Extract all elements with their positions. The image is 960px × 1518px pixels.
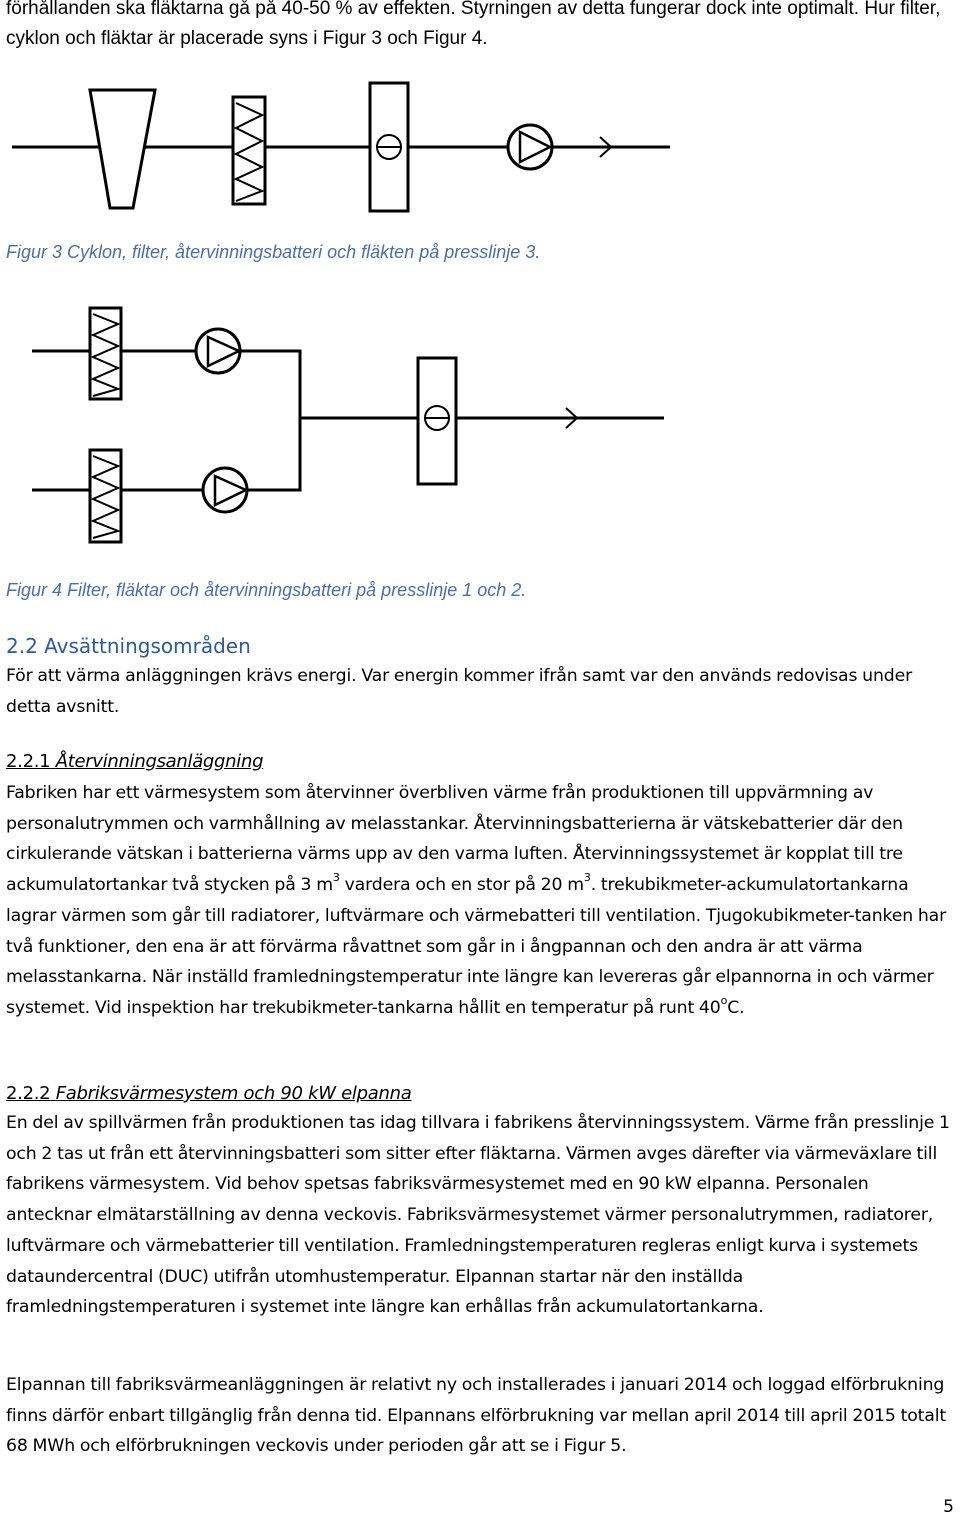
duct-line-upper [32, 351, 300, 418]
fan-symbol-lower [203, 468, 247, 512]
section-2-2-body: För att värma anläggningen krävs energi. Var energin kommer ifrån samt var den används redovisas under detta avsnitt. [6, 666, 913, 717]
filter-symbol-upper [90, 308, 121, 399]
page-number: 5 [943, 1497, 954, 1517]
body-text: . trekubikmeter-ackumulatortankarna lagrar värmen som går till radiatorer, luftvärmare och värmebatteri till ventilation. Tjugokubikmeter-tanken har två funktioner, den ena är att förvärma råvattnet som går in i ångpannan och den andra är att värma melasstankarna. När inställd framledningstemperatur inte längre kan levereras går elpannorna in och värmer systemet. Vid inspektion har trekubikmeter-tankarna hållit en temperatur på runt 40 [6, 875, 947, 1018]
body-text: Fabriken har ett värmesystem som återvinner överbliven värme från produktionen till uppvärmning av personalutrymmen och varmhållning av melasstankar. Återvinningsbatterierna är vätskebatterier där den cirkulerande vätskan i batterierna värms upp av den varma luften. Återvinningssystemet är kopplat till tre ackumulatortankar två stycken på 3 m [6, 783, 903, 896]
heat-recovery-coil-symbol [370, 83, 408, 211]
section-title: Fabriksvärmesystem och 90 kW elpanna [55, 1083, 412, 1104]
body-text: vardera och en stor på 20 m [339, 875, 584, 896]
superscript: 3 [332, 871, 340, 885]
filter-symbol [233, 97, 265, 204]
section-number: 2.2.1 [6, 751, 51, 772]
filter-symbol-lower [90, 450, 121, 542]
duct-line-lower [32, 418, 300, 490]
section-2-2-1-body [6, 778, 958, 1024]
section-2-2-1-heading [6, 751, 263, 772]
section-number: 2.2.2 [6, 1083, 51, 1104]
figure-4-caption: Figur 4 Filter, fläktar och återvinningsbatteri på presslinje 1 och 2. [6, 580, 527, 600]
section-title: Återvinningsanläggning [55, 751, 264, 772]
figure-4-diagram [0, 300, 680, 550]
section-2-2-2-body-2: Elpannan till fabriksvärmeanläggningen är relativt ny och installerades i januari 2014 och loggad elförbrukning finns därför enbart tillgänglig från denna tid. Elpannans elförbrukning var mellan april 2014 till april 2015 totalt 68 MWh och elförbrukningen veckovis under perioden går att se i Figur 5. [6, 1375, 946, 1457]
figure-3-diagram [0, 75, 680, 220]
figure-3-caption: Figur 3 Cyklon, filter, återvinningsbatteri och fläkten på presslinje 3. [6, 242, 541, 262]
intro-paragraph: förhållanden ska fläktarna gå på 40-50 % av effekten. Styrningen av detta fungerar dock inte optimalt. Hur filter, cyklon och fläktar är placerade syns i Figur 3 och Figur 4. [6, 0, 941, 49]
body-text: C. [727, 997, 745, 1018]
fan-symbol-upper [196, 329, 240, 373]
section-2-2-2-heading [6, 1083, 411, 1104]
section-2-2-2-body: En del av spillvärmen från produktionen tas idag tillvara i fabrikens återvinningssystem. Värme från presslinje 1 och 2 tas ut från ett återvinningsbatteri som sitter efter fläktarna. Värmen avges därefter via värmeväxlare till fabrikens värmesystem. Vid behov spetsas fabriksvärmesystemet med en 90 kW elpanna. Personalen antecknar elmätarställning av denna veckovis. Fabriksvärmesystemet värmer personalutrymmen, radiatorer, luftvärmare och värmebatterier till ventilation. Framledningstemperaturen regleras enligt kurva i systemets dataundercentral (DUC) utifrån utomhustemperatur. Elpannan startar när den inställda framledningstemperaturen i systemet inte längre kan erhållas från ackumulatortankarna. [6, 1113, 950, 1318]
section-2-2-heading: 2.2 Avsättningsområden [6, 634, 251, 658]
superscript: 3 [583, 871, 591, 885]
heat-recovery-coil-symbol [418, 358, 456, 484]
superscript: o [720, 994, 728, 1008]
cyclone-symbol [90, 90, 155, 208]
fan-symbol [508, 125, 552, 169]
